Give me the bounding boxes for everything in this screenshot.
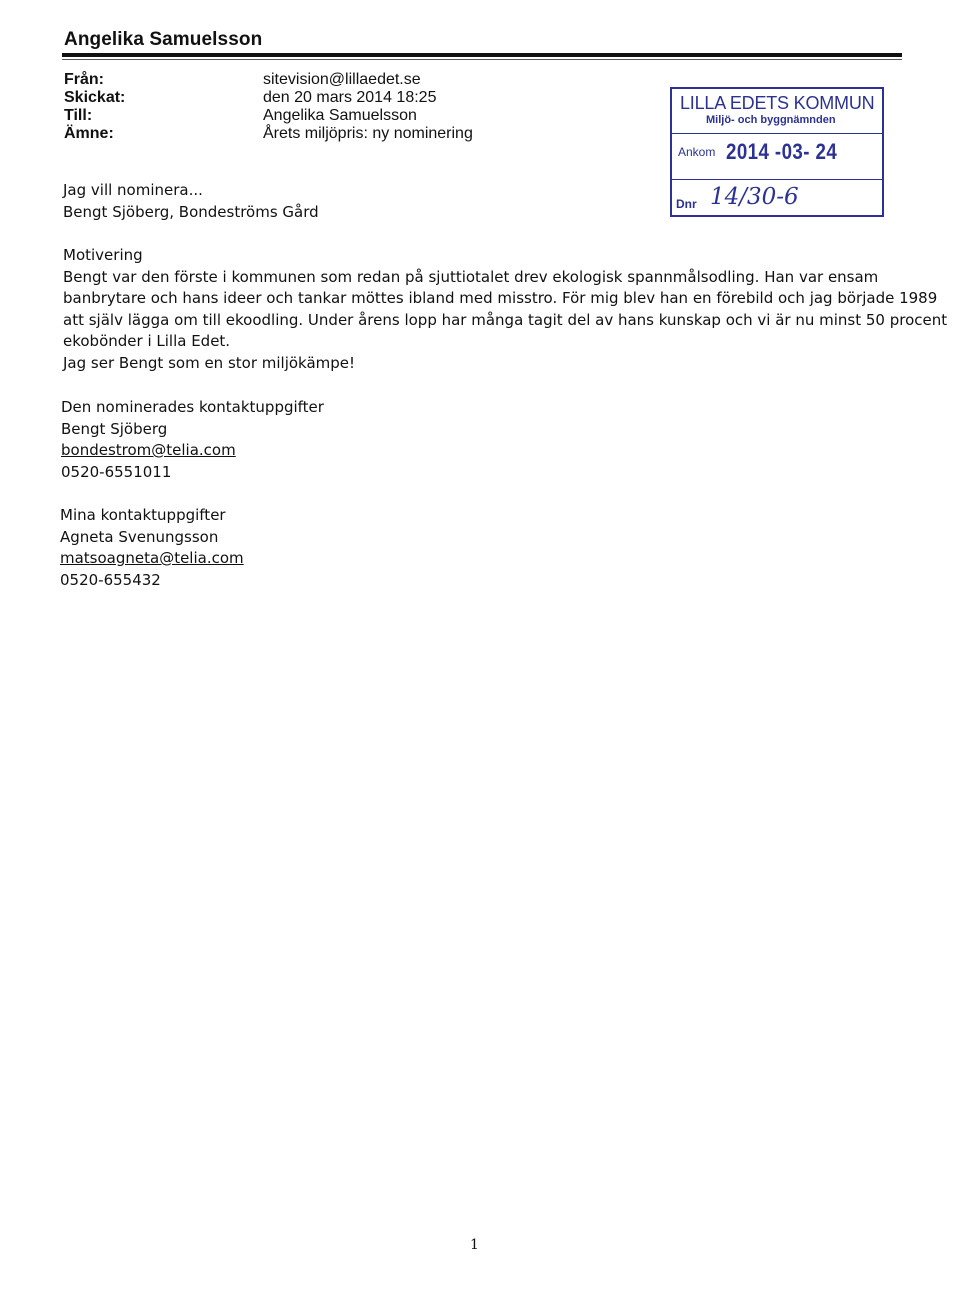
my-contact-heading: Mina kontaktuppgifter bbox=[60, 506, 226, 524]
from-label: Från: bbox=[64, 71, 104, 88]
stamp-received-label: Ankom bbox=[678, 145, 716, 159]
my-contact-name: Agneta Svenungsson bbox=[60, 527, 219, 546]
email-meta bbox=[64, 71, 473, 143]
my-email-link[interactable]: matsoagneta@telia.com bbox=[60, 549, 244, 567]
header-rule bbox=[62, 53, 902, 57]
stamp-dnr-handwritten: 14/30-6 bbox=[710, 184, 799, 210]
stamp-subtitle: Miljö- och byggnämnden bbox=[706, 114, 836, 126]
motivation-line: att själv lägga om till ekoodling. Under årens lopp har många tagit del av hans kunskap och vi är nu minst 50 procent bbox=[63, 310, 948, 329]
header-name: Angelika Samuelsson bbox=[64, 29, 263, 50]
stamp-received-date: 2014 -03- 24 bbox=[726, 139, 838, 164]
page-number: 1 bbox=[470, 1237, 479, 1253]
motivation-line: Jag ser Bengt som en stor miljökämpe! bbox=[63, 353, 356, 372]
stamp-title: LILLA EDETS KOMMUN bbox=[680, 93, 875, 113]
header-rule-thin bbox=[62, 59, 902, 60]
nominee-contact-block bbox=[61, 397, 324, 483]
nominee-line: Bengt Sjöberg, Bondeströms Gård bbox=[63, 202, 319, 221]
meta-row-subject bbox=[64, 125, 473, 143]
to-label: Till: bbox=[64, 107, 93, 124]
motivation-heading: Motivering bbox=[63, 246, 143, 264]
motivation-line: ekobönder i Lilla Edet. bbox=[63, 332, 231, 350]
meta-row-from bbox=[64, 71, 473, 89]
sent-value: den 20 mars 2014 18:25 bbox=[263, 89, 437, 106]
meta-row-to bbox=[64, 107, 473, 125]
my-contact-phone: 0520-655432 bbox=[60, 570, 161, 589]
stamp-dnr-label: Dnr bbox=[676, 197, 697, 211]
subject-label: Ämne: bbox=[64, 125, 114, 142]
from-value: sitevision@lillaedet.se bbox=[263, 71, 421, 88]
motivation-paragraph bbox=[63, 267, 947, 375]
stamp-divider bbox=[672, 133, 882, 134]
nomination-line: Jag vill nominera... bbox=[63, 181, 203, 199]
nominee-email-link[interactable]: bondestrom@telia.com bbox=[61, 441, 236, 459]
my-contact-block bbox=[60, 505, 244, 591]
motivation-block bbox=[63, 245, 947, 374]
nominee-contact-name: Bengt Sjöberg bbox=[61, 419, 168, 438]
sent-label: Skickat: bbox=[64, 89, 126, 106]
nomination-block bbox=[63, 180, 319, 223]
motivation-line: banbrytare och hans ideer och tankar möttes ibland med misstro. För mig blev han en förebild och jag började 1989 bbox=[63, 289, 938, 307]
motivation-line: Bengt var den förste i kommunen som redan på sjuttiotalet drev ekologisk spannmålsodling. Han var ensam bbox=[63, 267, 879, 286]
to-value: Angelika Samuelsson bbox=[263, 107, 417, 124]
nominee-contact-phone: 0520-6551011 bbox=[61, 462, 172, 481]
received-stamp bbox=[670, 87, 884, 217]
nominee-contact-heading: Den nominerades kontaktuppgifter bbox=[61, 398, 324, 416]
stamp-divider bbox=[672, 179, 882, 180]
subject-value: Årets miljöpris: ny nominering bbox=[263, 125, 473, 142]
meta-row-sent bbox=[64, 89, 473, 107]
